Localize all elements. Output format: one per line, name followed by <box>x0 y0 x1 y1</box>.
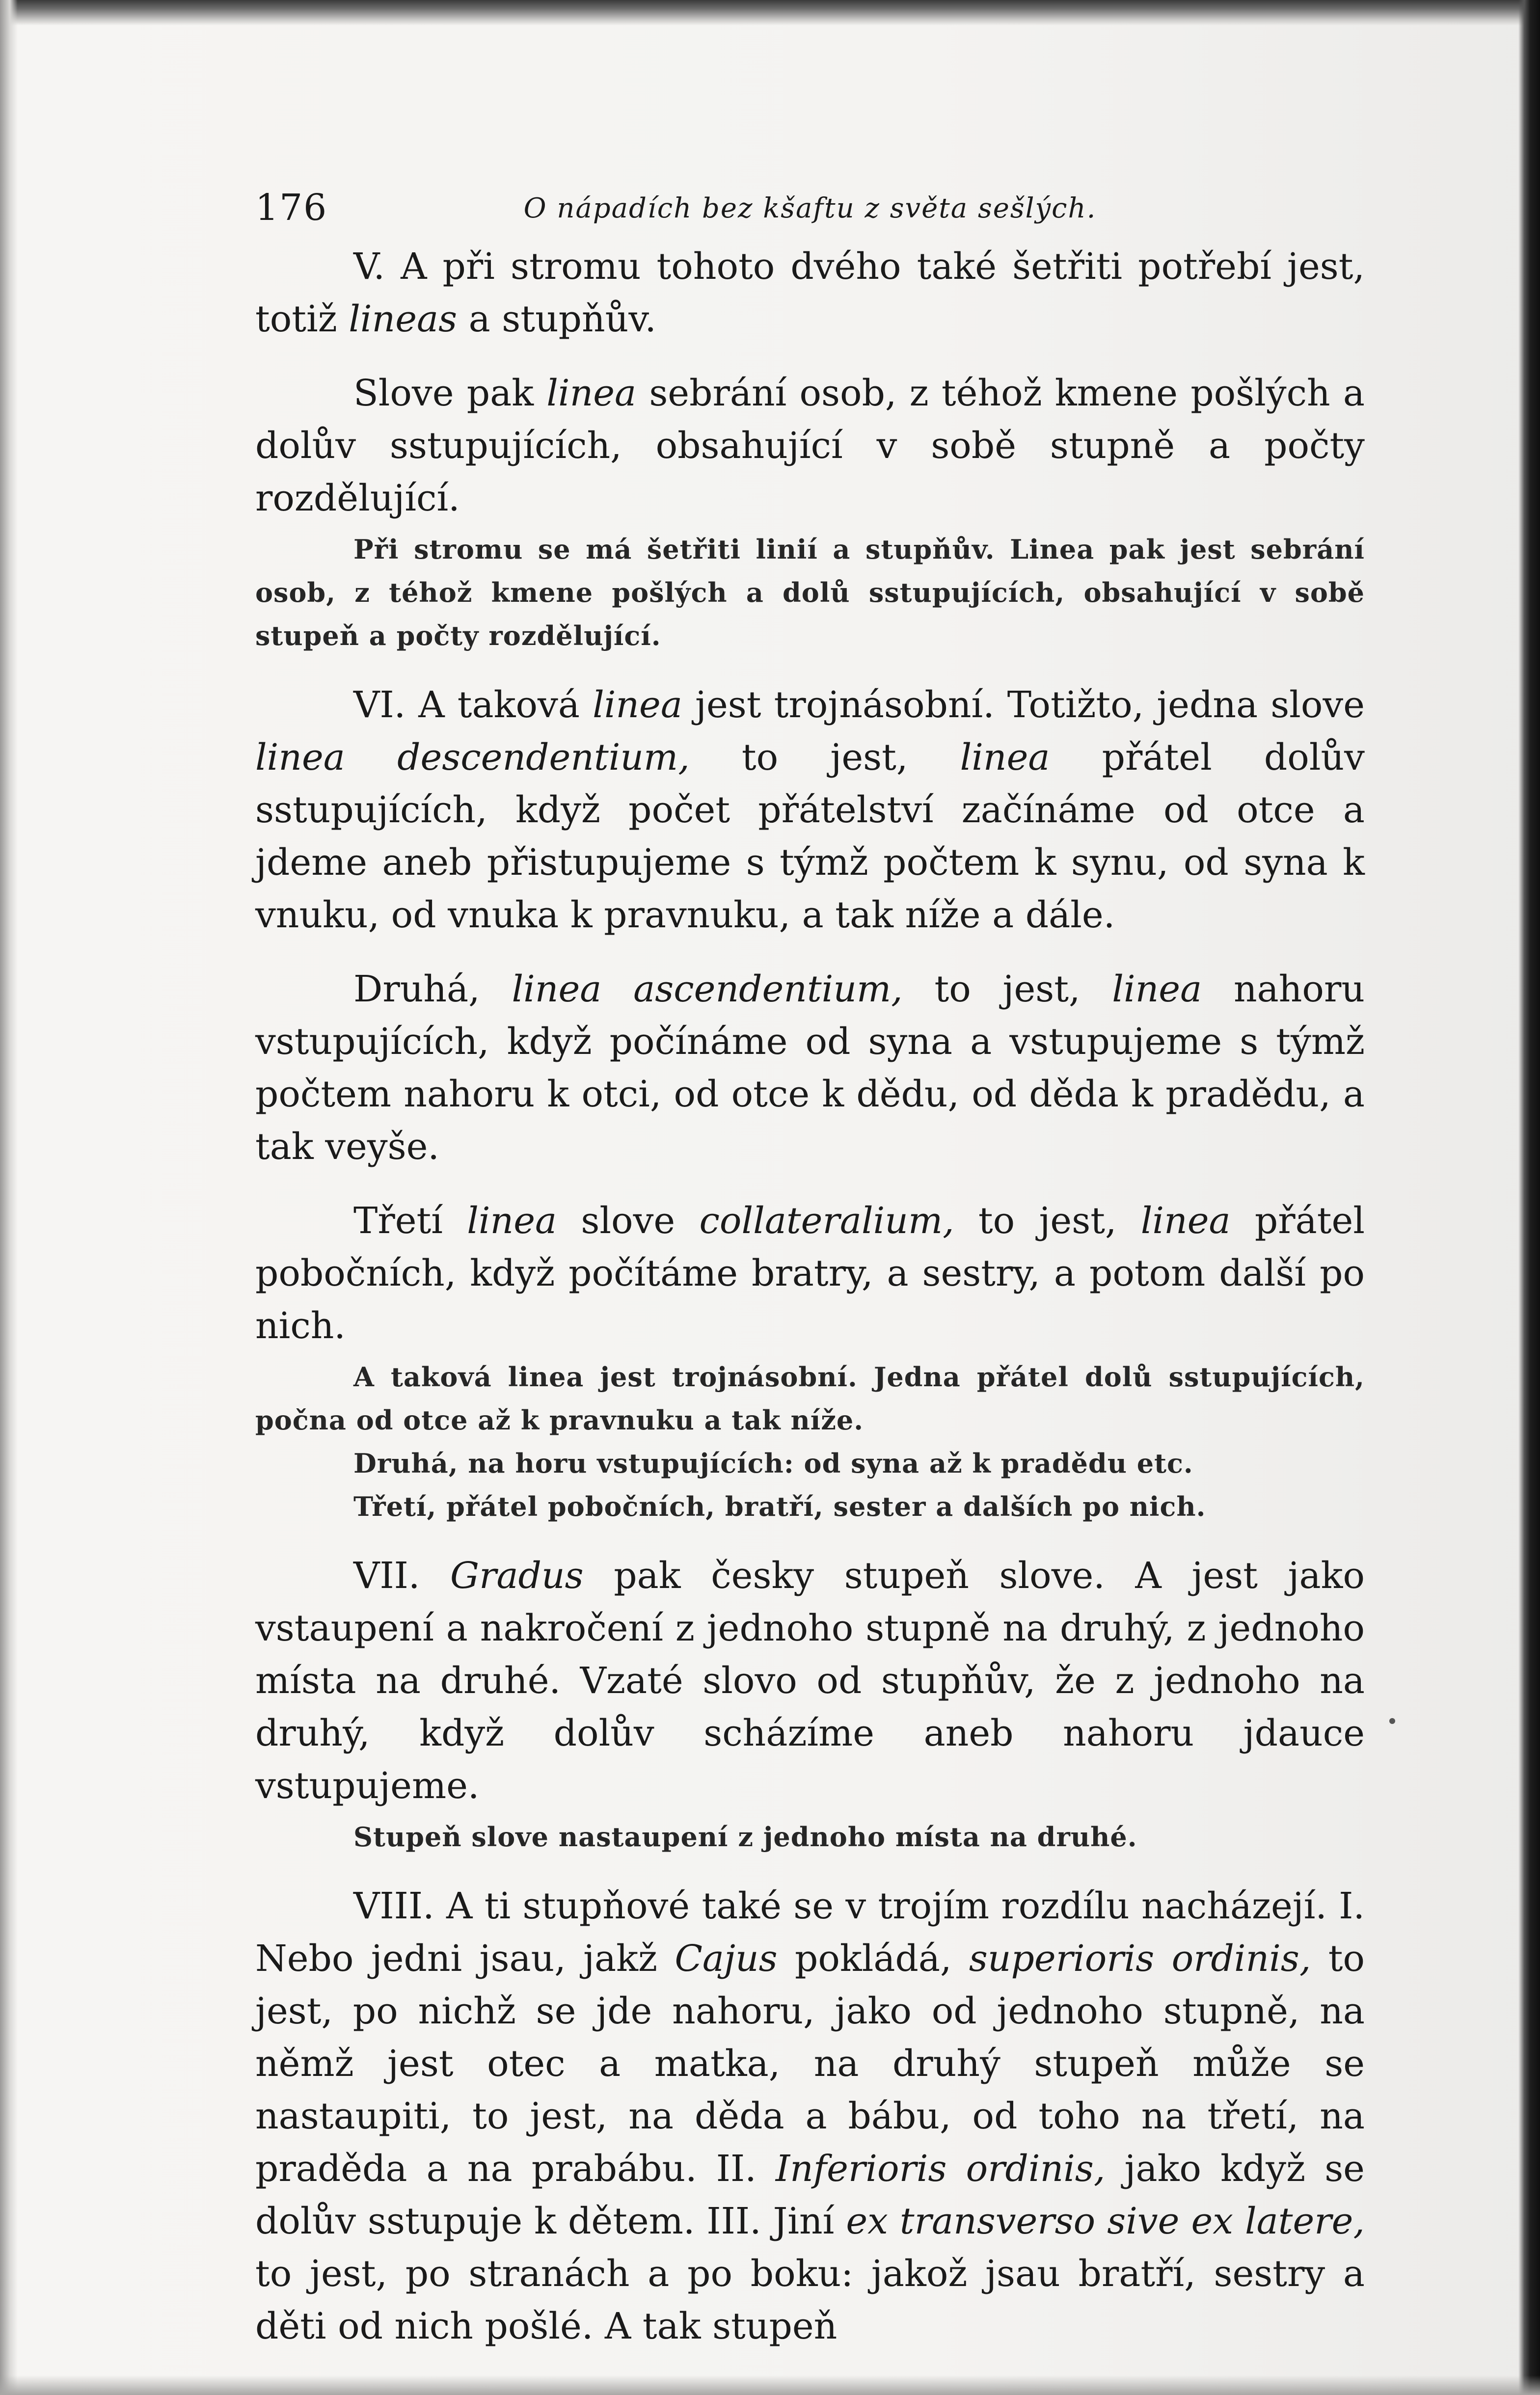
paragraph-v-2: Slove pak linea sebrání osob, z téhož kmene pošlých a dolův sstupujících, obsahující v sobě stupně a počty rozdělující. <box>255 372 1365 519</box>
paragraph-vi-2: Druhá, linea ascendentium, to jest, linea nahoru vstupujících, když počínáme od syna a vstupujeme s týmž počtem nahoru k otci, od otce k dědu, od děda k pradědu, a tak veyše. <box>255 968 1365 1168</box>
paragraph-viii-1: VIII. A ti stupňové také se v trojím rozdílu nacházejí. I. Nebo jedni jsau, jakž Cajus pokládá, superioris ordinis, to jest, po nichž se jde nahoru, jako od jednoho stupně, na němž jest otec a matka, na druhý stupeň může se nastaupiti, to jest, na děda a bábu, od toho na třetí, na praděda a na prabábu. II. Inferioris ordinis, jako když se dolův sstupuje k dětem. III. Jiní ex transverso sive ex latere, to jest, po stranách a po boku: jakož jsau bratří, sestry a děti od nich pošlé. A tak stupeň <box>255 1885 1365 2347</box>
page-number: 176 <box>255 187 328 229</box>
paragraph-vi-1: VI. A taková linea jest trojnásobní. Totižto, jedna slove linea descendentium, to jest, linea přátel dolův sstupujících, když počet přátelství začínáme od otce a jdeme aneb přistupujeme s týmž počtem k synu, od syna k vnuku, od vnuka k pravnuku, a tak níže a dále. <box>255 684 1365 936</box>
scan-right-edge <box>1518 0 1540 2395</box>
note-vi-1: A taková linea jest trojnásobní. Jedna přátel dolů sstupujících, počna od otce až k pravnuku a tak níže. <box>255 1361 1365 1436</box>
paragraph-vi-3: Třetí linea slove collateralium, to jest, linea přátel pobočních, když počítáme bratry, a sestry, a potom další po nich. <box>255 1200 1365 1347</box>
ink-speck <box>1389 1718 1395 1724</box>
note-vii: Stupeň slove nastaupení z jednoho místa na druhé. <box>353 1821 1137 1853</box>
note-vi-2: Druhá, na horu vstupujících: od syna až k pradědu etc. <box>353 1448 1193 1479</box>
note-v: Při stromu se má šetřiti linií a stupňův. Linea pak jest sebrání osob, z téhož kmene pošlých a dolů sstupujících, obsahující v sobě stupeň a počty rozdělující. <box>255 534 1365 651</box>
running-title: O nápadích bez kšaftu z světa sešlých. <box>523 192 1097 224</box>
paragraph-vii-1: VII. Gradus pak česky stupeň slove. A jest jako vstaupení a nakročení z jednoho stupně na druhý, z jednoho místa na druhé. Vzaté slovo od stupňův, že z jednoho na druhý, když dolův scházíme aneb nahoru jdauce vstupujeme. <box>255 1555 1365 1807</box>
running-head <box>255 187 1365 241</box>
paragraph-v-1: V. A při stromu tohoto dvého také šetřiti potřebí jest, totiž lineas a stupňův. <box>255 245 1365 340</box>
scan-left-edge <box>0 0 18 2395</box>
note-vi-3: Třetí, přátel pobočních, bratří, sester a dalších po nich. <box>353 1491 1206 1522</box>
page-body <box>255 187 1365 2353</box>
scan-top-edge <box>0 0 1540 26</box>
scan-bottom-edge <box>0 2375 1540 2395</box>
